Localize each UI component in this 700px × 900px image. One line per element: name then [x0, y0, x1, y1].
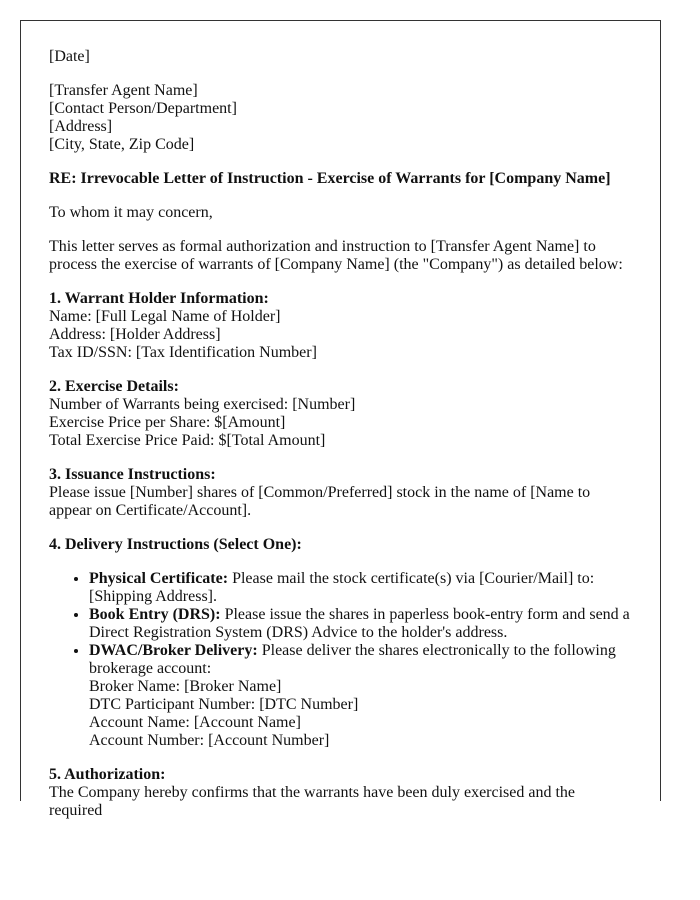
section-heading: 2. Exercise Details: [49, 378, 179, 395]
salutation: To whom it may concern, [49, 204, 213, 221]
section-heading: 4. Delivery Instructions (Select One): [49, 536, 302, 553]
delivery-option-dwac [89, 642, 632, 750]
field-line: Account Name: [Account Name] [89, 714, 301, 731]
field-line: Name: [Full Legal Name of Holder] [49, 308, 281, 325]
delivery-option-drs [89, 606, 632, 642]
delivery-option-physical [89, 570, 632, 606]
field-line: Number of Warrants being exercised: [Number] [49, 396, 356, 413]
option-text: Please deliver the shares electronically to the following brokerage account: [89, 642, 616, 677]
field-line: Account Number: [Account Number] [89, 732, 330, 749]
field-line: Tax ID/SSN: [Tax Identification Number] [49, 344, 317, 361]
recipient-line: [Contact Person/Department] [49, 100, 237, 117]
section-text: Please issue [Number] shares of [Common/Preferred] stock in the name of [Name to appear on Certificate/Account]. [49, 484, 591, 519]
option-label: Physical Certificate: [89, 570, 229, 587]
date: [Date] [49, 48, 90, 65]
recipient-line: [Transfer Agent Name] [49, 82, 198, 99]
section-exercise-details [49, 378, 632, 450]
section-heading: 3. Issuance Instructions: [49, 466, 216, 483]
section-warrant-holder [49, 290, 632, 362]
option-label: DWAC/Broker Delivery: [89, 642, 258, 659]
delivery-options-list [49, 570, 632, 750]
field-line: Exercise Price per Share: $[Amount] [49, 414, 286, 431]
section-authorization [49, 766, 632, 820]
recipient-line: [Address] [49, 118, 113, 135]
field-line: Address: [Holder Address] [49, 326, 221, 343]
field-line: DTC Participant Number: [DTC Number] [89, 696, 359, 713]
option-text: Please issue the shares in paperless book-entry form and send a Direct Registration System (DRS) Advice to the holder's address. [89, 606, 630, 641]
option-label: Book Entry (DRS): [89, 606, 221, 623]
recipient-line: [City, State, Zip Code] [49, 136, 195, 153]
field-line: Total Exercise Price Paid: $[Total Amount] [49, 432, 326, 449]
letter-document [20, 20, 661, 819]
option-text: Please mail the stock certificate(s) via [Courier/Mail] to: [Shipping Address]. [89, 570, 595, 605]
section-heading: 1. Warrant Holder Information: [49, 290, 269, 307]
intro-paragraph: This letter serves as formal authorization and instruction to [Transfer Agent Name] to process the exercise of warrants of [Company Name] (the "Company") as detailed below: [49, 238, 623, 273]
section-issuance [49, 466, 632, 520]
section-heading: 5. Authorization: [49, 766, 166, 783]
section-text: The Company hereby confirms that the warrants have been duly exercised and the required [49, 784, 576, 819]
recipient-address [49, 82, 632, 154]
subject-line: RE: Irrevocable Letter of Instruction - Exercise of Warrants for [Company Name] [49, 170, 611, 187]
field-line: Broker Name: [Broker Name] [89, 678, 282, 695]
